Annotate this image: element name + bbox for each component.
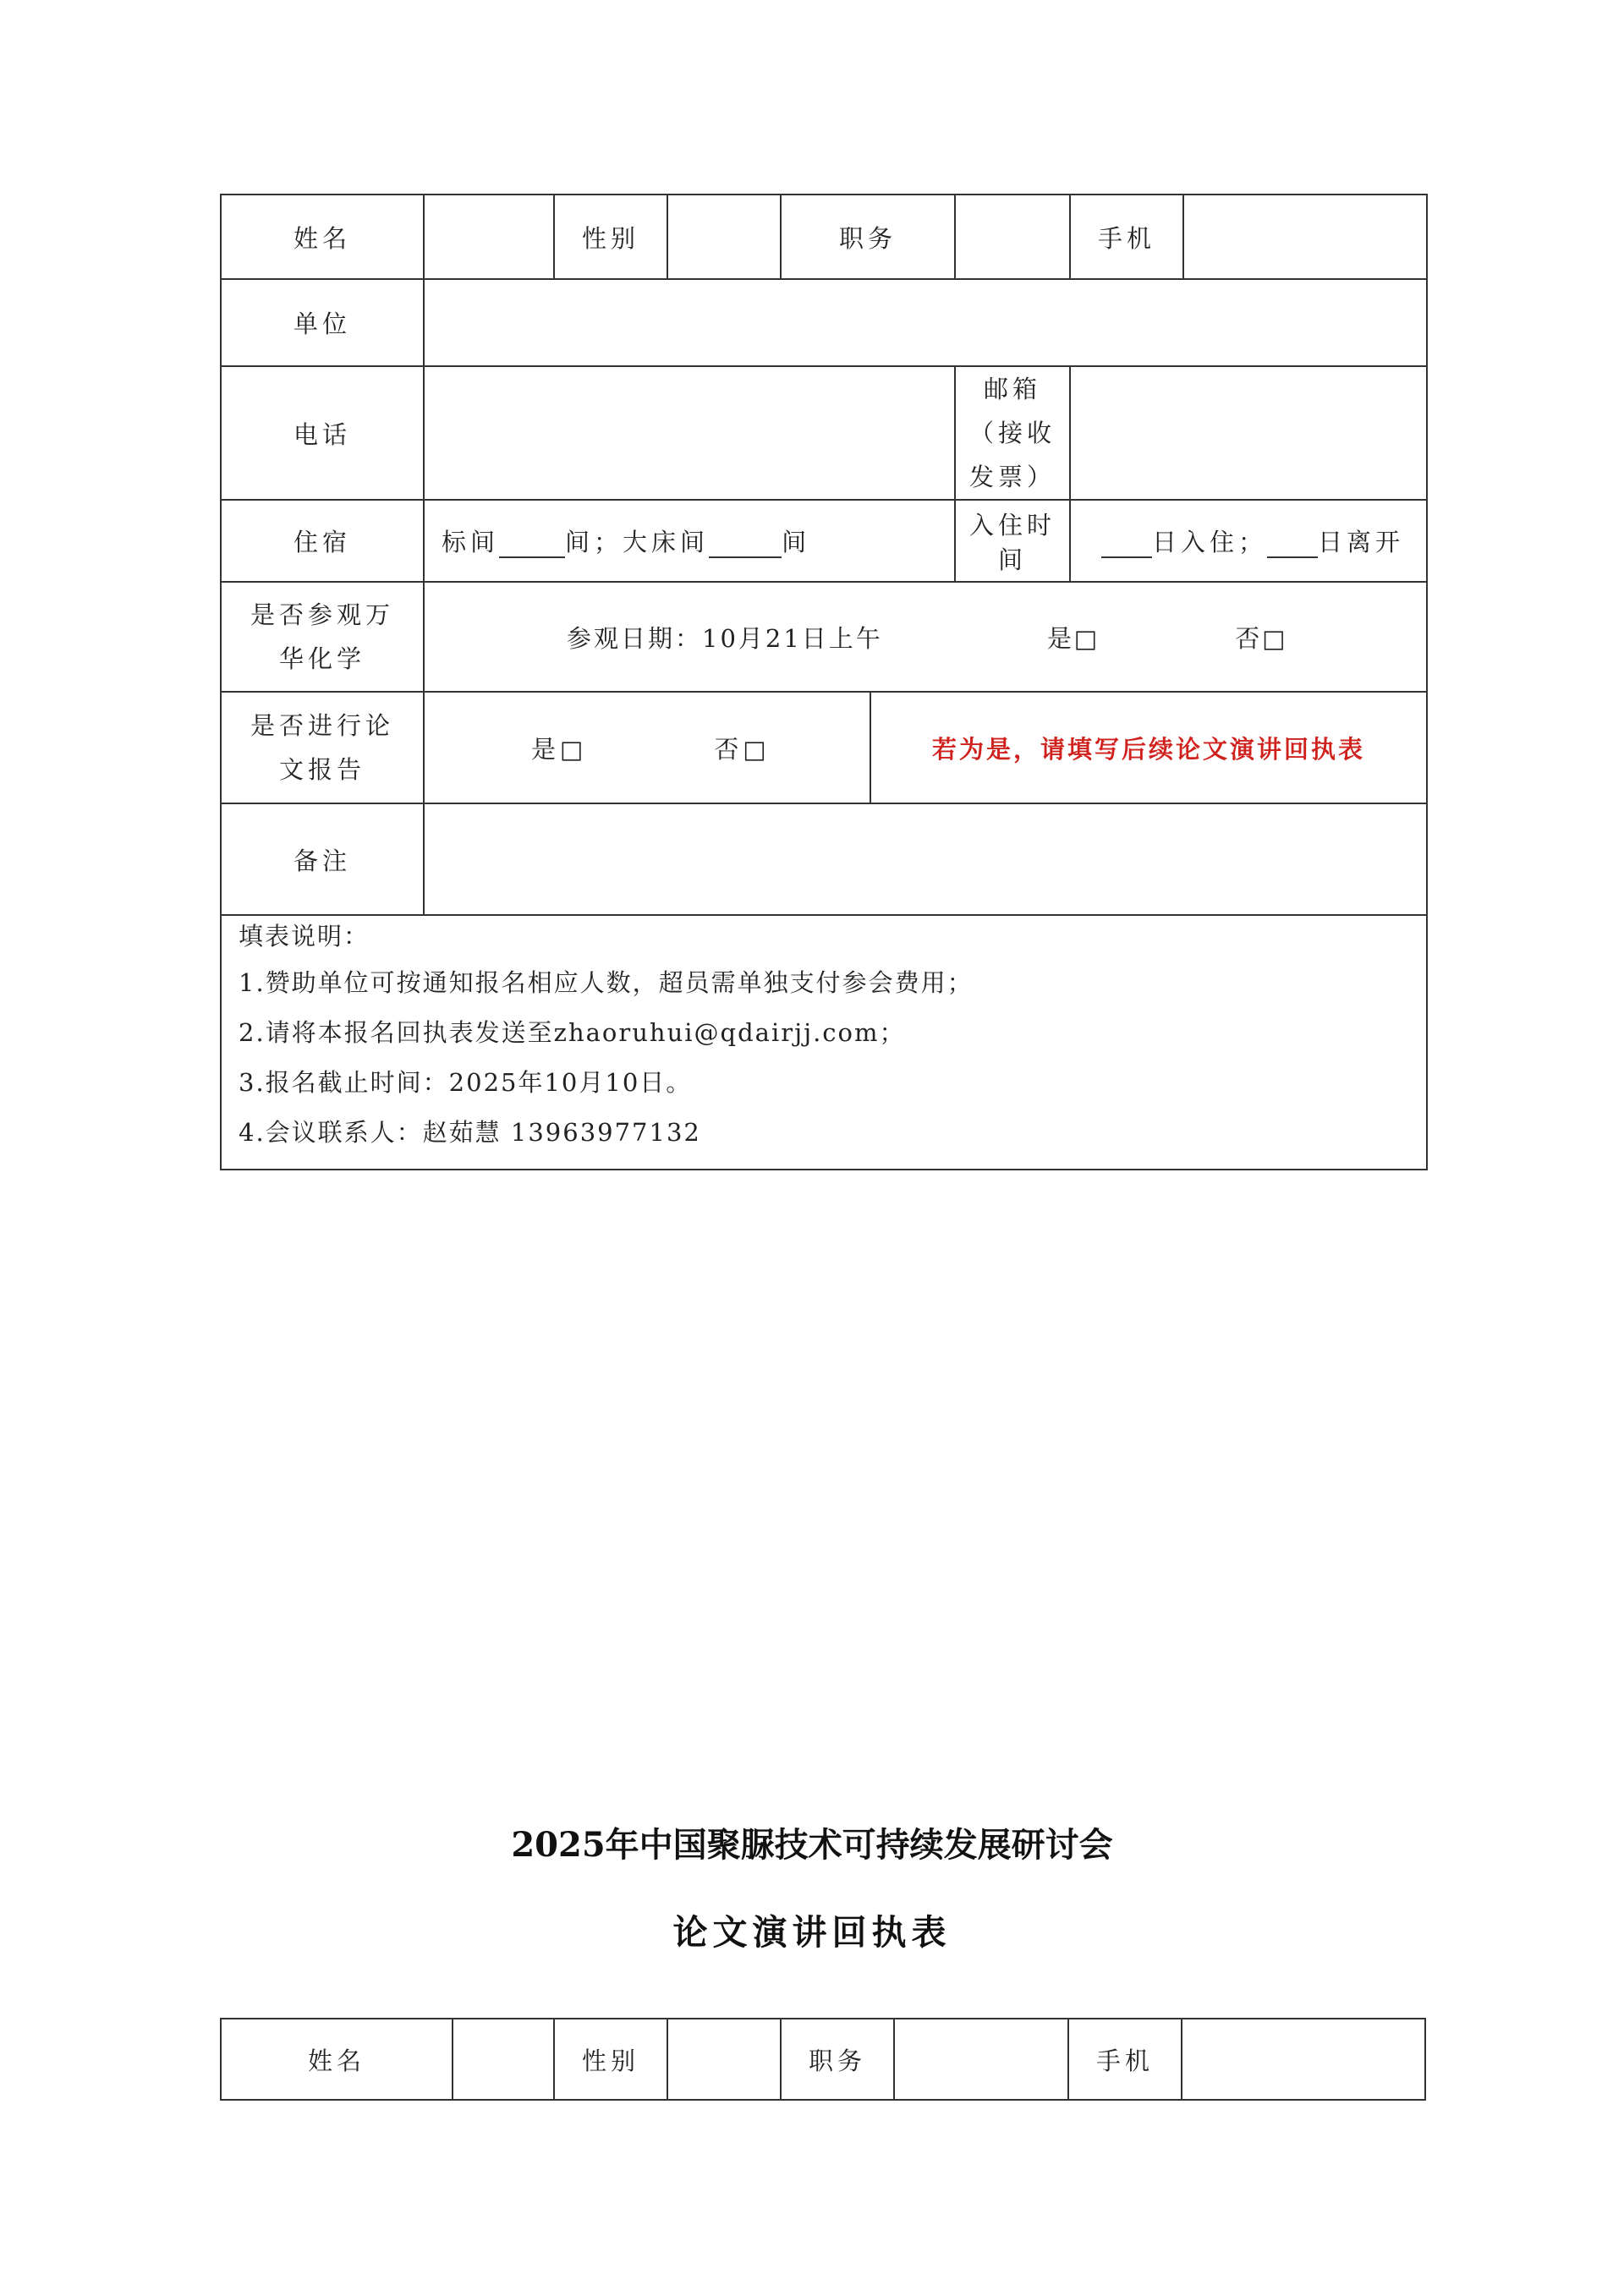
note-item: 2.请将本报名回执表发送至zhaoruhui@qdairjj.com；	[239, 1018, 906, 1047]
gender-field-2[interactable]	[667, 2019, 781, 2100]
note-item: 3.报名截止时间：2025年10月10日。	[239, 1068, 693, 1097]
row-visit	[221, 582, 1427, 692]
remarks-label: 备注	[221, 803, 424, 915]
standard-room-count-blank[interactable]	[499, 533, 565, 558]
name-field[interactable]	[424, 195, 554, 279]
note-item: 1.赞助单位可按通知报名相应人数，超员需单独支付参会费用；	[239, 968, 974, 997]
lodging-field	[424, 500, 955, 582]
gender-label: 性别	[554, 195, 667, 279]
report-options	[424, 692, 870, 803]
checkout-text: 日离开	[1318, 528, 1405, 556]
report-no-checkbox[interactable]: 否□	[714, 734, 771, 764]
row-report	[221, 692, 1427, 803]
name-field-2[interactable]	[453, 2019, 554, 2100]
email-label-line1: 邮箱	[984, 375, 1042, 403]
checkout-day-blank[interactable]	[1267, 533, 1318, 558]
phone-field[interactable]	[424, 366, 955, 500]
notes-heading: 填表说明：	[239, 922, 370, 951]
job-title-field-2[interactable]	[894, 2019, 1068, 2100]
mobile-label-2: 手机	[1068, 2019, 1182, 2100]
report-label-line1: 是否进行论	[250, 711, 394, 740]
name-label: 姓名	[221, 195, 424, 279]
registration-form-table	[220, 194, 1428, 1170]
job-title-label-2: 职务	[781, 2019, 894, 2100]
phone-label: 电话	[221, 366, 424, 500]
presentation-form-table	[220, 2018, 1426, 2101]
checkin-field	[1070, 500, 1427, 582]
report-label	[221, 692, 424, 803]
report-label-line2: 文报告	[278, 755, 365, 784]
standard-room-label: 标间	[442, 528, 500, 556]
visit-no-checkbox[interactable]: 否□	[1235, 623, 1288, 653]
room-unit-2: 间	[782, 528, 811, 556]
row-lodging	[221, 500, 1427, 582]
email-label	[955, 366, 1070, 500]
checkin-label: 入住时间	[955, 500, 1070, 582]
gender-label-2: 性别	[554, 2019, 667, 2100]
report-note: 若为是，请填写后续论文演讲回执表	[870, 692, 1427, 803]
mobile-label: 手机	[1070, 195, 1183, 279]
job-title-label: 职务	[781, 195, 955, 279]
name-label-2: 姓名	[221, 2019, 453, 2100]
row-notes	[221, 915, 1427, 1170]
note-item: 4.会议联系人：赵茹慧 13963977132	[239, 1118, 701, 1147]
visit-label	[221, 582, 424, 692]
row-phone-email	[221, 366, 1427, 500]
email-label-line2: （接收发票）	[969, 419, 1056, 491]
email-field[interactable]	[1070, 366, 1427, 500]
row-basic-info	[221, 195, 1427, 279]
king-room-label: 大床间	[623, 528, 710, 556]
visit-date: 参观日期：10月21日上午	[567, 623, 883, 653]
lodging-label: 住宿	[221, 500, 424, 582]
row-organization	[221, 279, 1427, 366]
row-remarks	[221, 803, 1427, 915]
visit-label-line1: 是否参观万	[250, 600, 394, 629]
visit-options	[424, 582, 1427, 692]
remarks-field[interactable]	[424, 803, 1427, 915]
room-unit-1: 间	[565, 528, 595, 556]
row-basic-info-2	[221, 2019, 1425, 2100]
king-room-count-blank[interactable]	[709, 533, 782, 558]
form-subtitle: 论文演讲回执表	[672, 1912, 952, 1953]
separator: ；	[594, 528, 623, 556]
mobile-field-2[interactable]	[1182, 2019, 1425, 2100]
organization-label: 单位	[221, 279, 424, 366]
checkin-text: 日入住；	[1151, 528, 1267, 556]
report-yes-checkbox[interactable]: 是□	[531, 734, 588, 764]
visit-label-line2: 华化学	[278, 644, 365, 673]
conference-title: 2025年中国聚脲技术可持续发展研讨会	[511, 1825, 1113, 1865]
gender-field[interactable]	[667, 195, 781, 279]
mobile-field[interactable]	[1183, 195, 1427, 279]
visit-yes-checkbox[interactable]: 是□	[1046, 623, 1100, 653]
organization-field[interactable]	[424, 279, 1427, 366]
job-title-field[interactable]	[955, 195, 1070, 279]
notes-cell	[221, 915, 1427, 1170]
checkin-day-blank[interactable]	[1101, 533, 1152, 558]
